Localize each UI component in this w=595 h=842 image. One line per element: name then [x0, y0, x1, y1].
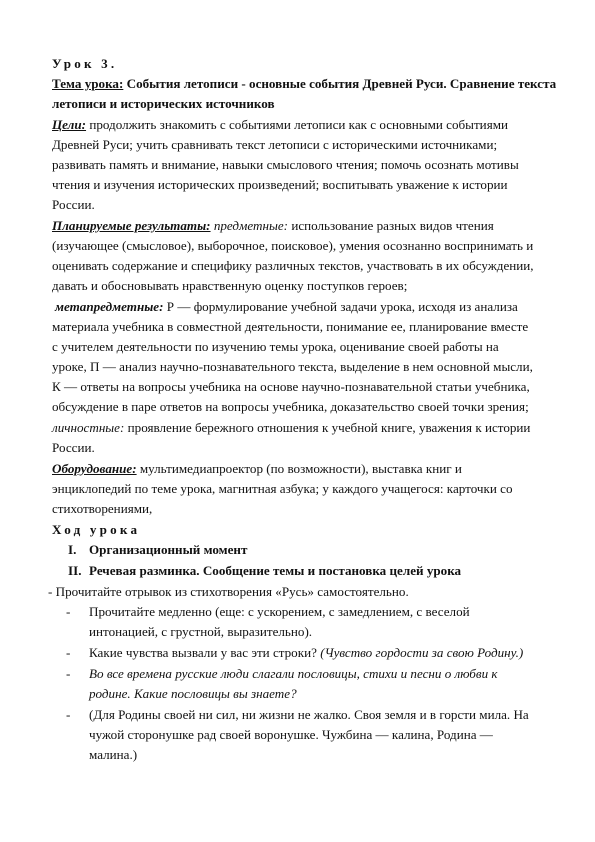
subject-label: предметные: — [213, 218, 289, 233]
equipment-line-3: стихотворениями, — [52, 501, 153, 516]
meta-line-5: К — ответы на вопросы учебника на основе научно-познавательной статьи учебника, — [52, 379, 530, 394]
step-2-text: Речевая разминка. Сообщение темы и постановка целей урока — [89, 563, 462, 578]
meta-line-1 — [55, 297, 518, 317]
step-1-number: I. — [68, 542, 77, 557]
goals-line-2: Древней Руси; учить сравнивать текст летописи с историческими источниками; — [52, 137, 498, 152]
equipment-text: мультимедиапроектор (по возможности), выставка книг и — [139, 461, 462, 476]
goals-line-3: развивать память и внимание, навыки смыслового чтения; помочь осознать мотивы — [52, 157, 519, 172]
step-2-number: II. — [68, 563, 82, 578]
item-4-line-1: (Для Родины своей ни сил, ни жизни не жалко. Своя земля и в горсти мила. На — [89, 707, 529, 722]
topic-text-1: События летописи - основные события Древней Руси. Сравнение текста — [126, 76, 557, 91]
item-3-line-1: Во все времена русские люди слагали пословицы, стихи и песни о любви к — [89, 666, 498, 681]
item-3-dash: - — [66, 666, 71, 681]
meta-line-3: с учителем деятельности по изучению темы урока, оценивание своей работы на — [52, 339, 499, 354]
goals-line-5: России. — [52, 197, 95, 212]
step-1-text: Организационный момент — [89, 542, 248, 557]
subject-text: использование разных видов чтения — [291, 218, 494, 233]
lesson-title: Урок 3. — [52, 56, 118, 71]
item-2-answer: (Чувство гордости за свою Родину.) — [320, 645, 524, 660]
topic-label: Тема урока: — [52, 76, 124, 91]
meta-line-2: материала учебника в совместной деятельности, понимание ее, планирование вместе — [52, 319, 529, 334]
item-1-line-1: Прочитайте медленно (еще: с ускорением, с замедлением, с веселой — [89, 604, 470, 619]
meta-label: метапредметные: — [55, 299, 164, 314]
personal-text: проявление бережного отношения к учебной книге, уважения к истории — [127, 420, 531, 435]
equipment-line-1 — [52, 459, 462, 479]
subject-line-3: оценивать содержание и специфику различных текстов, участвовать в их обсуждении, — [52, 258, 534, 273]
topic-line-1 — [52, 74, 556, 94]
topic-text-2: летописи и исторических источников — [52, 96, 275, 111]
item-2-line-1 — [89, 643, 523, 663]
meta-line-6: обсуждение в паре ответов на вопросы учебника, доказательство своей точки зрения; — [52, 399, 529, 414]
course-heading: Ход урока — [52, 522, 141, 537]
course-intro: - Прочитайте отрывок из стихотворения «Русь» самостоятельно. — [48, 584, 409, 599]
meta-text: Р — формулирование учебной задачи урока, исходя из анализа — [166, 299, 518, 314]
item-2-question: Какие чувства вызвали у вас эти строки? — [89, 645, 317, 660]
goals-line-1 — [52, 115, 508, 135]
goals-label: Цели: — [52, 117, 87, 132]
results-line-1 — [52, 216, 494, 236]
item-2-dash: - — [66, 645, 71, 660]
subject-line-2: (изучающее (смысловое), выборочное, поисковое), умения осознанно воспринимать и — [52, 238, 534, 253]
item-4-line-2: чужой сторонушке рад своей воронушке. Чужбина — калина, Родина — — [89, 727, 493, 742]
personal-line-1 — [52, 418, 530, 438]
equipment-label: Оборудование: — [52, 461, 137, 476]
item-3-line-2: родине. Какие пословицы вы знаете? — [89, 686, 297, 701]
item-4-dash: - — [66, 707, 71, 722]
results-label: Планируемые результаты: — [52, 218, 211, 233]
personal-label: личностные: — [52, 420, 125, 435]
goals-line-4: чтения и изучения исторических произведений; воспитывать уважение к истории — [52, 177, 508, 192]
item-4-line-3: малина.) — [89, 747, 138, 762]
personal-line-2: России. — [52, 440, 95, 455]
meta-line-4: уроке, П — анализ научно-познавательного текста, выделение в нем основной мысли, — [52, 359, 533, 374]
item-1-dash: - — [66, 604, 71, 619]
equipment-line-2: энциклопедий по теме урока, магнитная азбука; у каждого учащегося: карточки со — [52, 481, 513, 496]
subject-line-4: давать и обосновывать нравственную оценку поступков героев; — [52, 278, 408, 293]
item-1-line-2: интонацией, с грустной, выразительно). — [89, 624, 313, 639]
goals-text: продолжить знакомить с событиями летописи как с основными событиями — [89, 117, 509, 132]
